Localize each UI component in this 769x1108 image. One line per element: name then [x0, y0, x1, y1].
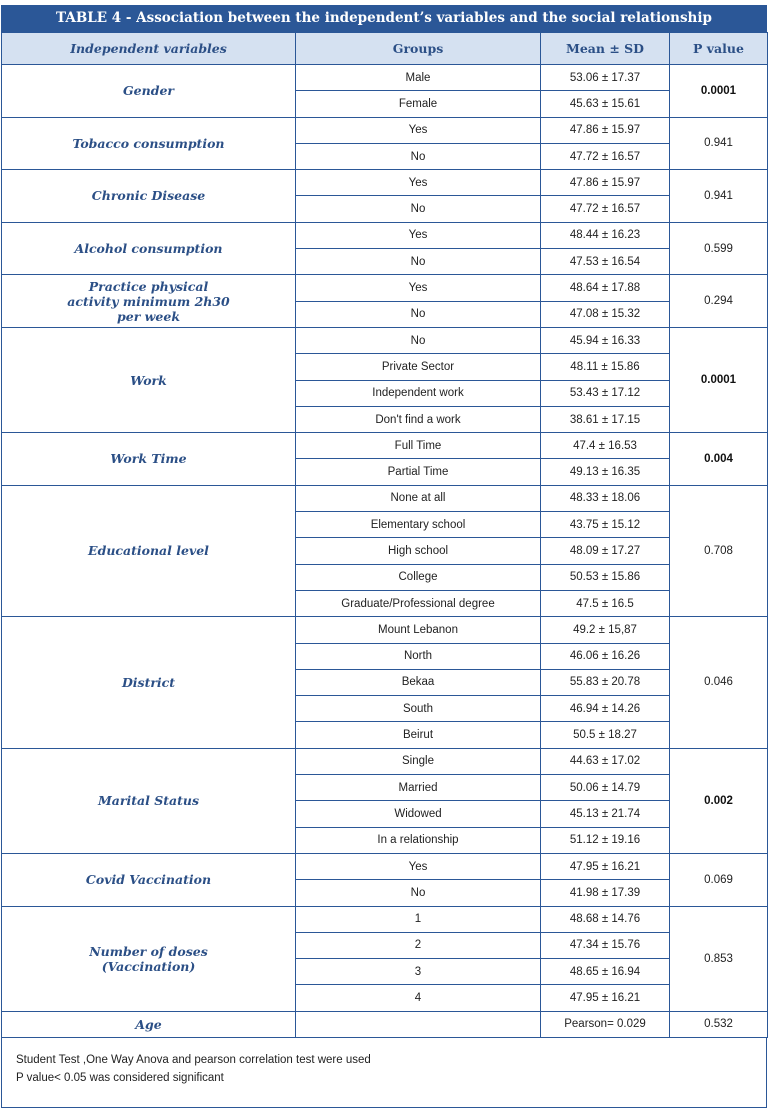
mean-sd-cell: 47.53 ± 16.54 [541, 249, 670, 275]
group-cell: Female [296, 91, 541, 117]
p-value-cell: 0.004 [670, 433, 768, 486]
variable-cell: Age [2, 1011, 296, 1037]
table-row [2, 906, 768, 932]
group-cell: North [296, 643, 541, 669]
mean-sd-cell: 47.08 ± 15.32 [541, 301, 670, 327]
table-row [2, 853, 768, 879]
mean-sd-cell: 55.83 ± 20.78 [541, 669, 670, 695]
mean-sd-cell: 48.09 ± 17.27 [541, 538, 670, 564]
mean-sd-cell: 44.63 ± 17.02 [541, 748, 670, 774]
mean-sd-cell: 50.53 ± 15.86 [541, 564, 670, 590]
mean-sd-cell: 53.06 ± 17.37 [541, 65, 670, 91]
mean-sd-cell: 48.64 ± 17.88 [541, 275, 670, 301]
mean-sd-cell: 50.5 ± 18.27 [541, 722, 670, 748]
group-cell: 1 [296, 906, 541, 932]
group-cell: None at all [296, 485, 541, 511]
group-cell: 2 [296, 932, 541, 958]
mean-sd-cell: 47.95 ± 16.21 [541, 985, 670, 1011]
table-row [2, 222, 768, 248]
p-value-cell: 0.941 [670, 117, 768, 170]
variable-cell: Work [2, 327, 296, 432]
group-cell: Graduate/Professional degree [296, 590, 541, 616]
group-cell: No [296, 196, 541, 222]
table-title: TABLE 4 - Association between the independent’s variables and the social relationship [1, 5, 767, 32]
variable-cell: Alcohol consumption [2, 222, 296, 275]
variable-cell: Educational level [2, 485, 296, 616]
group-cell: Full Time [296, 433, 541, 459]
mean-sd-cell: 47.4 ± 16.53 [541, 433, 670, 459]
group-cell: High school [296, 538, 541, 564]
data-table [1, 32, 768, 1038]
p-value-cell: 0.941 [670, 170, 768, 223]
mean-sd-cell: 47.72 ± 16.57 [541, 143, 670, 169]
mean-sd-cell: 45.63 ± 15.61 [541, 91, 670, 117]
variable-cell: Number of doses (Vaccination) [2, 906, 296, 1011]
table-row [2, 327, 768, 353]
mean-sd-cell: 41.98 ± 17.39 [541, 880, 670, 906]
group-cell: Beirut [296, 722, 541, 748]
group-cell: Bekaa [296, 669, 541, 695]
mean-sd-cell: 47.34 ± 15.76 [541, 932, 670, 958]
group-cell: Yes [296, 222, 541, 248]
p-value-cell: 0.294 [670, 275, 768, 328]
table-row [2, 275, 768, 301]
mean-sd-cell: 53.43 ± 17.12 [541, 380, 670, 406]
mean-sd-cell: 47.72 ± 16.57 [541, 196, 670, 222]
group-cell: In a relationship [296, 827, 541, 853]
table-row [2, 748, 768, 774]
p-value-cell: 0.002 [670, 748, 768, 853]
table-body [2, 65, 768, 1038]
mean-sd-cell: 51.12 ± 19.16 [541, 827, 670, 853]
variable-cell: Gender [2, 65, 296, 118]
group-cell: Male [296, 65, 541, 91]
variable-cell: District [2, 617, 296, 748]
mean-sd-cell: Pearson= 0.029 [541, 1011, 670, 1037]
group-cell: 3 [296, 959, 541, 985]
p-value-cell: 0.0001 [670, 327, 768, 432]
mean-sd-cell: 46.06 ± 16.26 [541, 643, 670, 669]
table-container [1, 5, 767, 1108]
table-row [2, 65, 768, 91]
group-cell: Yes [296, 117, 541, 143]
footnote-box [1, 1038, 767, 1108]
variable-cell: Tobacco consumption [2, 117, 296, 170]
p-value-cell: 0.069 [670, 853, 768, 906]
group-cell: 4 [296, 985, 541, 1011]
mean-sd-cell: 48.44 ± 16.23 [541, 222, 670, 248]
group-cell: No [296, 880, 541, 906]
footnote-line: Student Test ,One Way Anova and pearson correlation test were used [16, 1053, 371, 1066]
mean-sd-cell: 38.61 ± 17.15 [541, 406, 670, 432]
table-row [2, 433, 768, 459]
group-cell: No [296, 301, 541, 327]
mean-sd-cell: 48.65 ± 16.94 [541, 959, 670, 985]
mean-sd-cell: 50.06 ± 14.79 [541, 775, 670, 801]
group-cell: No [296, 327, 541, 353]
group-cell: Elementary school [296, 512, 541, 538]
mean-sd-cell: 49.2 ± 15,87 [541, 617, 670, 643]
mean-sd-cell: 45.13 ± 21.74 [541, 801, 670, 827]
mean-sd-cell: 47.86 ± 15.97 [541, 117, 670, 143]
variable-cell: Practice physical activity minimum 2h30 per week [2, 275, 296, 328]
group-cell: No [296, 143, 541, 169]
mean-sd-cell: 47.95 ± 16.21 [541, 853, 670, 879]
group-cell: College [296, 564, 541, 590]
variable-cell: Covid Vaccination [2, 853, 296, 906]
group-cell: No [296, 249, 541, 275]
mean-sd-cell: 47.5 ± 16.5 [541, 590, 670, 616]
group-cell: Married [296, 775, 541, 801]
header-p-value: P value [670, 33, 768, 65]
p-value-cell: 0.532 [670, 1011, 768, 1037]
group-cell: Independent work [296, 380, 541, 406]
variable-cell: Marital Status [2, 748, 296, 853]
mean-sd-cell: 48.33 ± 18.06 [541, 485, 670, 511]
header-mean-sd: Mean ± SD [541, 33, 670, 65]
p-value-cell: 0.708 [670, 485, 768, 616]
mean-sd-cell: 49.13 ± 16.35 [541, 459, 670, 485]
group-cell: South [296, 696, 541, 722]
group-cell: Yes [296, 853, 541, 879]
p-value-cell: 0.853 [670, 906, 768, 1011]
group-cell: Private Sector [296, 354, 541, 380]
group-cell: Don't find a work [296, 406, 541, 432]
p-value-cell: 0.0001 [670, 65, 768, 118]
header-groups: Groups [296, 33, 541, 65]
table-row [2, 1011, 768, 1037]
mean-sd-cell: 46.94 ± 14.26 [541, 696, 670, 722]
group-cell: Partial Time [296, 459, 541, 485]
table-row [2, 117, 768, 143]
table-row [2, 617, 768, 643]
group-cell: Yes [296, 275, 541, 301]
group-cell: Yes [296, 170, 541, 196]
mean-sd-cell: 45.94 ± 16.33 [541, 327, 670, 353]
p-value-cell: 0.046 [670, 617, 768, 748]
mean-sd-cell: 47.86 ± 15.97 [541, 170, 670, 196]
variable-cell: Work Time [2, 433, 296, 486]
variable-cell: Chronic Disease [2, 170, 296, 223]
header-independent-variables: Independent variables [2, 33, 296, 65]
group-cell: Widowed [296, 801, 541, 827]
group-cell [296, 1011, 541, 1037]
mean-sd-cell: 48.11 ± 15.86 [541, 354, 670, 380]
mean-sd-cell: 43.75 ± 15.12 [541, 512, 670, 538]
group-cell: Mount Lebanon [296, 617, 541, 643]
group-cell: Single [296, 748, 541, 774]
p-value-cell: 0.599 [670, 222, 768, 275]
header-row [2, 33, 768, 65]
footnote-line: P value< 0.05 was considered significant [16, 1071, 224, 1084]
mean-sd-cell: 48.68 ± 14.76 [541, 906, 670, 932]
table-row [2, 170, 768, 196]
table-row [2, 485, 768, 511]
